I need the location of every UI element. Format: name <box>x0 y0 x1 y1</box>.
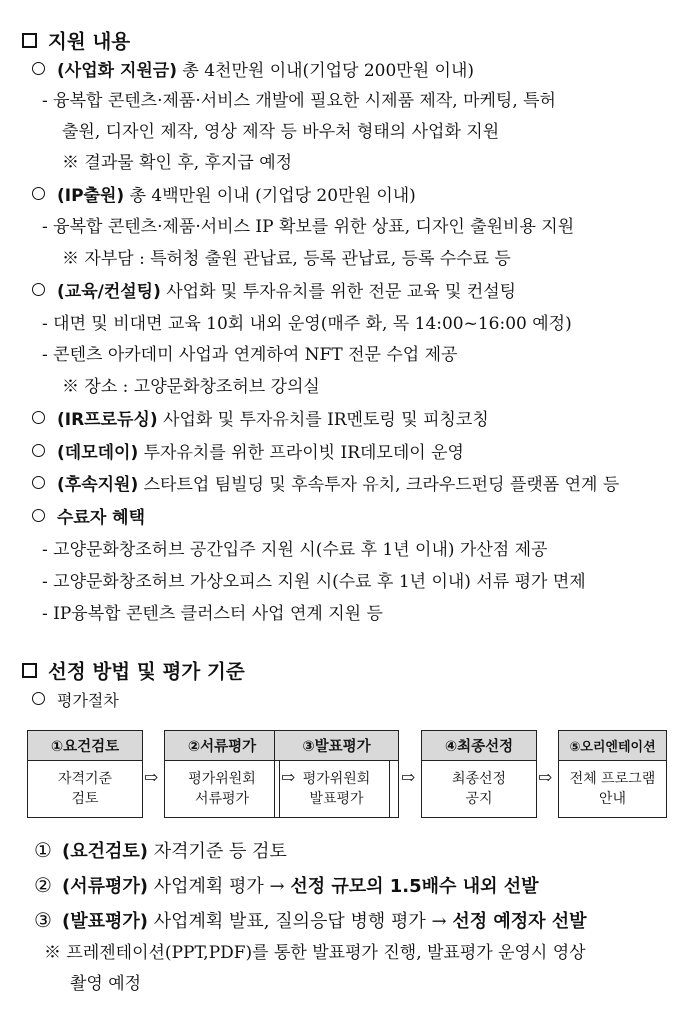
flow-step-body: 최종선정 공지 <box>451 771 507 807</box>
support-item-ir: (IR프로듀싱) 사업화 및 투자유치를 IR멘토링 및 피칭코칭 <box>32 407 489 433</box>
evaluation-note: ② (서류평가) 사업계획 평가 → 선정 규모의 1.5배수 내외 선발 <box>34 873 539 897</box>
flow-step-head: ③발표평가 <box>275 731 398 761</box>
sub-line: - 고양문화창조허브 가상오피스 지원 시(수료 후 1년 이내) 서류 평가 면제 <box>42 572 586 592</box>
support-item-commercialization: (사업화 지원금) 총 4천만원 이내(기업당 200만원 이내) <box>32 58 474 84</box>
flow-step-head: ⑤오리엔테이션 <box>559 731 666 761</box>
evaluation-note: ① (요건검토) 자격기준 등 검토 <box>34 838 287 862</box>
arrow-right-icon: ⇨ <box>144 768 159 788</box>
support-item-demoday: (데모데이) 투자유치를 위한 프라이빗 IR데모데이 운영 <box>32 440 464 466</box>
flow-step-head: ①요건검토 <box>28 731 142 761</box>
arrow-right-icon: ⇨ <box>538 768 553 788</box>
support-item-followup: (후속지원) 스타트업 팀빌딩 및 후속투자 유치, 크라우드펀딩 플랫폼 연계 등 <box>32 472 619 498</box>
circle-bullet-icon <box>32 476 45 489</box>
square-bullet-icon <box>22 33 37 48</box>
flow-step-body: 평가위원회 발표평가 <box>302 771 371 807</box>
flow-step-body: 자격기준 검토 <box>57 771 113 807</box>
evaluation-flow <box>27 730 667 820</box>
note-line: ※ 자부담 : 특허청 출원 관납료, 등록 관납료, 등록 수수료 등 <box>62 249 511 269</box>
sub-line: - 융복합 콘텐츠·제품·서비스 개발에 필요한 시제품 제작, 마케팅, 특허 <box>42 91 556 111</box>
flow-step <box>164 730 280 818</box>
flow-step <box>558 730 667 818</box>
support-item-graduate-benefit: 수료자 혜택 <box>32 505 145 531</box>
flow-step <box>421 730 537 818</box>
sub-line: - 콘텐츠 아카데미 사업과 연계하여 NFT 전문 수업 제공 <box>42 345 458 365</box>
process-subtitle: 평가절차 <box>32 688 119 714</box>
support-item-education: (교육/컨설팅) 사업화 및 투자유치를 위한 전문 교육 및 컨설팅 <box>32 279 516 305</box>
circle-bullet-icon <box>32 444 45 457</box>
square-bullet-icon <box>22 663 37 678</box>
flow-step <box>274 730 399 818</box>
section-title-support: 지원 내용 <box>22 26 130 54</box>
flow-step-head: ②서류평가 <box>165 731 279 761</box>
flow-step-head: ④최종선정 <box>422 731 536 761</box>
footnote-line: ※ 프레젠테이션(PPT,PDF)를 통한 발표평가 진행, 발표평가 운영시 영상 <box>44 943 586 963</box>
evaluation-note: ③ (발표평가) 사업계획 발표, 질의응답 병행 평가 → 선정 예정자 선발 <box>34 908 587 932</box>
circle-bullet-icon <box>32 187 45 200</box>
circle-bullet-icon <box>32 692 45 705</box>
sub-line: - IP융복합 콘텐츠 클러스터 사업 연계 지원 등 <box>42 604 383 624</box>
sub-line: - 대면 및 비대면 교육 10회 내외 운영(매주 화, 목 14:00~16:00 예정) <box>42 314 572 334</box>
note-line: ※ 결과물 확인 후, 후지급 예정 <box>62 153 293 173</box>
circle-bullet-icon <box>32 411 45 424</box>
arrow-right-icon: ⇨ <box>281 768 296 788</box>
support-item-ip: (IP출원) 총 4백만원 이내 (기업당 20만원 이내) <box>32 183 416 209</box>
footnote-line: 촬영 예정 <box>70 974 142 994</box>
sub-line: 출원, 디자인 제작, 영상 제작 등 바우처 형태의 사업화 지원 <box>62 122 500 142</box>
flow-step <box>27 730 143 818</box>
arrow-right-icon: ⇨ <box>401 768 416 788</box>
circle-bullet-icon <box>32 509 45 522</box>
sub-line: - 고양문화창조허브 공간입주 지원 시(수료 후 1년 이내) 가산점 제공 <box>42 540 548 560</box>
circle-bullet-icon <box>32 62 45 75</box>
sub-line: - 융복합 콘텐츠·제품·서비스 IP 확보를 위한 상표, 디자인 출원비용 지원 <box>42 217 575 237</box>
note-line: ※ 장소 : 고양문화창조허브 강의실 <box>62 377 320 397</box>
circle-bullet-icon <box>32 283 45 296</box>
section-title-selection: 선정 방법 및 평가 기준 <box>22 656 245 684</box>
flow-step-body: 전체 프로그램 안내 <box>569 771 656 807</box>
flow-step-body: 평가위원회 서류평가 <box>188 771 256 807</box>
